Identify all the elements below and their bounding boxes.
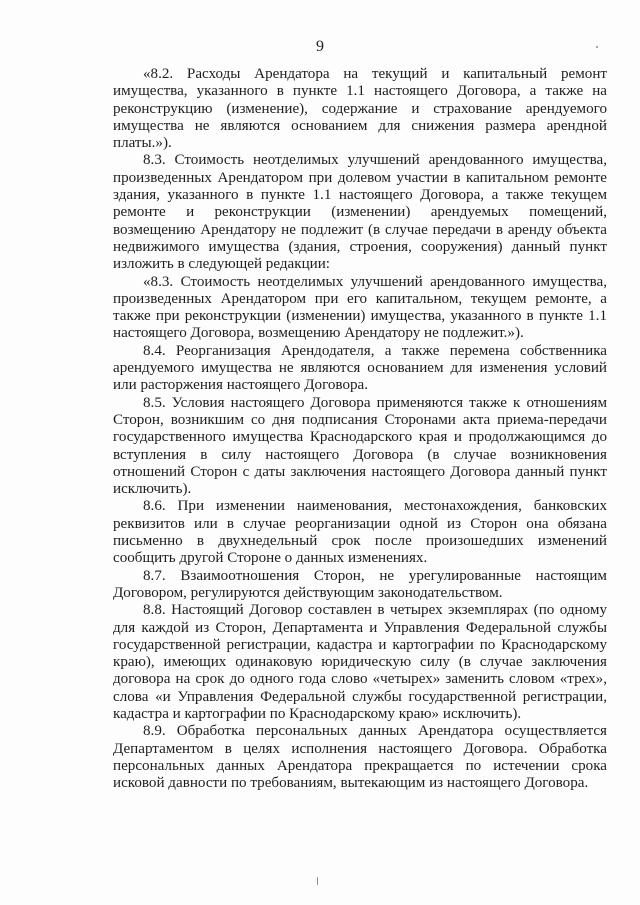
paragraph-8-6: 8.6. При изменении наименования, местонахождения, банковских реквизитов или в случае реорганизации одной из Сторон она обязана письменно в двухнедельный срок после произошедших изменений сообщить другой Стороне о данных изменениях.	[113, 498, 607, 567]
paragraph-8-9: 8.9. Обработка персональных данных Арендатора осуществляется Департаментом в целях исполнения настоящего Договора. Обработка персональных данных Арендатора прекращается по истечении срока исковой давности по требованиям, вытекающим из настоящего Договора.	[113, 723, 607, 792]
paragraph-8-8: 8.8. Настоящий Договор составлен в четырех экземплярах (по одному для каждой из Сторон, Департамента и Управления Федеральной службы государственной регистрации, кадастра и картографии по Краснодарскому краю), имеющих одинаковую юридическую силу (в случае заключения договора на срок до одного года слово «четырех» заменить словом «трех», слова «и Управления Федеральной службы государственной регистрации, кадастра и картографии по Краснодарскому краю» исключить).	[113, 602, 607, 722]
paragraph-8-3: 8.3. Стоимость неотделимых улучшений арендованного имущества, произведенных Арендатором при долевом участии в капитальном ремонте здания, указанного в пункте 1.1 настоящего Договора, а также текущем ремонте и реконструкции (изменении) арендуемых помещений, возмещению Арендатору не подлежит (в случае передачи в аренду объекта недвижимого имущества (здания, строения, сооружения) данный пункт изложить в следующей редакции:	[113, 152, 607, 273]
paragraph-8-4: 8.4. Реорганизация Арендодателя, а также перемена собственника арендуемого имущества не являются основанием для изменения условий или расторжения настоящего Договора.	[113, 342, 607, 394]
scan-speck	[596, 46, 598, 48]
paragraph-8-3-alt: «8.3. Стоимость неотделимых улучшений арендованного имущества, произведенных Арендатором при его капитальном, текущем ремонте, а также при реконструкции (изменении) имущества, указанного в пункте 1.1 настоящего Договора, возмещению Арендатору не подлежит.»).	[113, 273, 607, 342]
paragraph-8-2: «8.2. Расходы Арендатора на текущий и капитальный ремонт имущества, указанного в пункте 1.1 настоящего Договора, а также на реконструкцию (изменение), содержание и страхование арендуемого имущества не являются основанием для снижения размера арендной платы.»).	[113, 66, 607, 152]
page-number: 9	[316, 38, 324, 55]
scan-speck-bottom	[317, 877, 318, 885]
paragraph-8-5: 8.5. Условия настоящего Договора применяются также к отношениям Сторон, возникшим со дня подписания Сторонами акта приема-передачи государственного имущества Краснодарского края и продолжающимся до вступления в силу настоящего Договора (в случае возникновения отношений Сторон с даты заключения настоящего Договора данный пункт исключить).	[113, 394, 607, 498]
paragraph-8-7: 8.7. Взаимоотношения Сторон, не урегулированные настоящим Договором, регулируются действующим законодательством.	[113, 567, 607, 601]
document-body	[113, 66, 607, 792]
